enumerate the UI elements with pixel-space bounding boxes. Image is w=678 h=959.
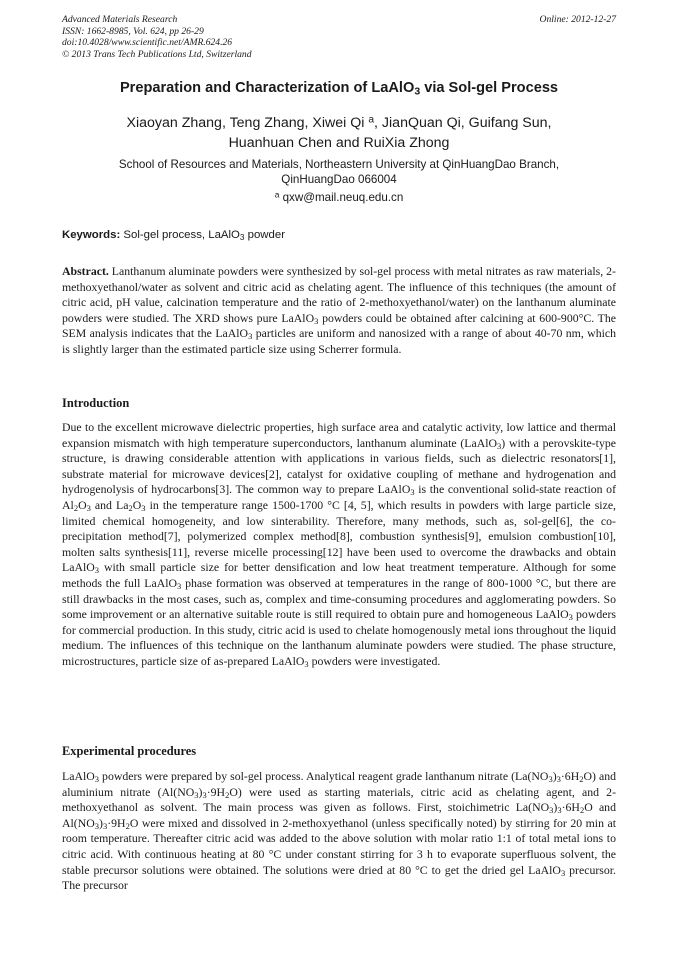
subscript: 3 [248, 331, 253, 342]
abstract-text: Lanthanum aluminate powders were synthesized by sol-gel process with metal nitrates as raw materials, 2-methoxyethanol/water as solvent and citric acid as chelating agent. The influence of this techniques (the amount of citric acid, pH value, calcination temperature and the ratio of 2-methoxyethanol/water) on the lanthanum aluminate powders were studied. The XRD shows pure LaAlO [62, 264, 616, 325]
exp-text: ·9H [206, 784, 226, 799]
introduction-heading: Introduction [62, 396, 130, 410]
author-superscript: a [368, 114, 375, 126]
keywords-label: Keywords: [62, 229, 121, 241]
introduction-body [62, 420, 616, 670]
authors-line-2: Huanhuan Chen and RuiXia Zhong [228, 135, 450, 151]
subscript: 3 [560, 867, 566, 878]
title-text: Preparation and Characterization of LaAlO [119, 80, 415, 96]
affiliation-line-1: School of Resources and Materials, Northeastern University at QinHuangDao Branch, [118, 158, 560, 171]
copyright: © 2013 Trans Tech Publications Ltd, Switzerland [62, 48, 252, 60]
email-address: qxw@mail.neuq.edu.cn [279, 191, 404, 204]
intro-text: phase formation was observed at temperatures in the range of 800-1000 °C, but there are still drawbacks in the most cases, such as, complex and time-consuming procedures and agglomerating powders. So some improvement or an alternative suitable route is still required to obtain pure and homogeneous LaAlO [62, 575, 616, 622]
subscript: 2 [579, 774, 584, 785]
subscript: 3 [177, 581, 182, 592]
authors-text: Xiaoyan Zhang, Teng Zhang, Xiwei Qi [126, 115, 369, 131]
keywords [62, 229, 616, 241]
intro-text: ) with a perovskite-type structure, is drawing considerable attention with applications in various fields, such as dielectric resonators[1], substrate material for microwave devices[2], catalyst for oxidative coupling of methane and hydrogenation and hydrogenolysis of hydrocarbons[3]. The common way to prepare LaAlO [62, 435, 616, 497]
affiliation [62, 157, 616, 187]
exp-text: ) [198, 784, 203, 799]
intro-text: with small particle size for better densification and low heat treatment temperature. Although for some methods the full LaAlO [62, 560, 616, 590]
subscript: 3 [556, 774, 561, 785]
exp-text: ) [552, 769, 557, 783]
journal-name: Advanced Materials Research [62, 14, 178, 25]
intro-text: O [132, 497, 142, 512]
intro-text: in the temperature range 1500-1700 °C [4, 5], which results in powders with large particle size, limited chemical homogeneity, and low sinterability. Therefore, many methods, such as, sol-gel[6], the co-precipitation method[7], polymerized complex method[8], combustion synthesis[9], emulsion combustion[10], molten salts synthesis[11], reverse micelle processing[12] have been used to overcome the drawbacks and obtain LaAlO [62, 497, 617, 575]
exp-text: ) [553, 800, 558, 815]
exp-text: powders were prepared by sol-gel process. Analytical reagent grade lanthanum nitrate (La(NO [99, 769, 549, 783]
abstract [62, 264, 616, 358]
email-superscript: a [274, 189, 280, 200]
subscript: 3 [86, 503, 91, 514]
exp-text: ) [99, 815, 103, 830]
author-email [62, 191, 616, 204]
subscript: 3 [314, 315, 319, 326]
subscript: 2 [225, 789, 230, 800]
subscript: 3 [410, 487, 415, 498]
title-subscript: 3 [414, 85, 421, 98]
intro-text: is the conventional solid-state reaction of Al [62, 482, 616, 512]
subscript: 2 [128, 503, 133, 514]
authors-text-end: , JianQuan Qi, Guifang Sun, [374, 115, 552, 131]
subscript: 3 [94, 774, 100, 785]
exp-text: precursor. The precursor [62, 862, 617, 893]
intro-text: O [78, 497, 87, 512]
keywords-text: Sol-gel process, LaAlO [120, 229, 240, 241]
exp-text: ·6H [561, 800, 580, 815]
doi: doi:10.4028/www.scientific.net/AMR.624.26 [62, 37, 233, 49]
intro-text: powders for commercial production. In this study, citric acid is used to chelate homogenously metal ions throughout the liquid medium. The influences of this technique on the lanthanum aluminate powders were studied. The phase structure, microstructures, particle size of as-prepared LaAlO [62, 607, 617, 668]
authors-line-1 [62, 113, 616, 133]
exp-text: ·9H [107, 815, 126, 830]
subscript: 3 [94, 820, 100, 831]
title-text-end: via Sol-gel Process [420, 80, 559, 96]
keywords-text-end: powder [244, 229, 285, 241]
subscript: 3 [141, 503, 146, 514]
subscript: 3 [568, 612, 573, 623]
subscript: 3 [549, 805, 554, 816]
exp-text: O) were used as starting materials, citric acid as chelating agent, and 2-methoxyethanol as solvent. The main process was given as follows. First, stoichimetric La(NO [62, 784, 616, 815]
exp-text: O) and aluminium nitrate (Al(NO [62, 769, 616, 799]
subscript: 2 [73, 503, 79, 514]
subscript: 2 [579, 805, 585, 816]
subscript: 2 [125, 820, 130, 831]
subscript: 3 [194, 789, 199, 800]
keywords-subscript: 3 [239, 233, 245, 243]
intro-text: and La [90, 497, 129, 512]
online-date: Online: 2012-12-27 [539, 14, 616, 25]
experimental-heading: Experimental procedures [62, 744, 197, 758]
intro-text: powders were investigated. [308, 653, 441, 668]
author-list [62, 113, 616, 153]
affiliation-line-2: QinHuangDao 066004 [281, 173, 397, 186]
subscript: 3 [304, 659, 309, 670]
exp-text: LaAlO [62, 769, 95, 783]
abstract-text: powders could be obtained after calcining at 600-900°C. The SEM analysis indicates that the LaAlO [62, 310, 616, 341]
subscript: 3 [497, 440, 502, 451]
subscript: 3 [202, 789, 207, 800]
intro-text: Due to the excellent microwave dielectric properties, high surface area and catalytic activity, low lattice and thermal expansion mismatch with high temperature superconductors, lanthanum aluminate (LaAlO [62, 420, 616, 450]
paper-title [62, 80, 616, 96]
exp-text: O were mixed and dissolved in 2-methoxyethanol (unless specifically noted) by stirring for 20 min at room temperature. Thereafter citric acid was added to the above solution with molar ratio 1:1 of total metal ions to citric acid. With continuous heating at 80 °C under constant stirring for 3 h to evaporate superfluous solvent, the stable precursor solutions were obtained. The solutions were dried at 80 °C to get the dried gel LaAlO [62, 815, 616, 877]
issn: ISSN: 1662-8985, Vol. 624, pp 26-29 [62, 25, 204, 37]
subscript: 3 [102, 820, 108, 831]
journal-header [62, 14, 616, 60]
exp-text: O and Al(NO [62, 800, 616, 830]
subscript: 3 [548, 774, 553, 785]
subscript: 3 [557, 805, 562, 816]
exp-text: ·6H [560, 769, 580, 783]
abstract-text: particles are uniform and nanosized with a range of about 40-70 nm, which is slightly larger than the estimated particle size using Scherrer formula. [62, 326, 617, 356]
subscript: 3 [94, 565, 100, 576]
experimental-body [62, 769, 616, 894]
abstract-label: Abstract. [62, 264, 109, 278]
